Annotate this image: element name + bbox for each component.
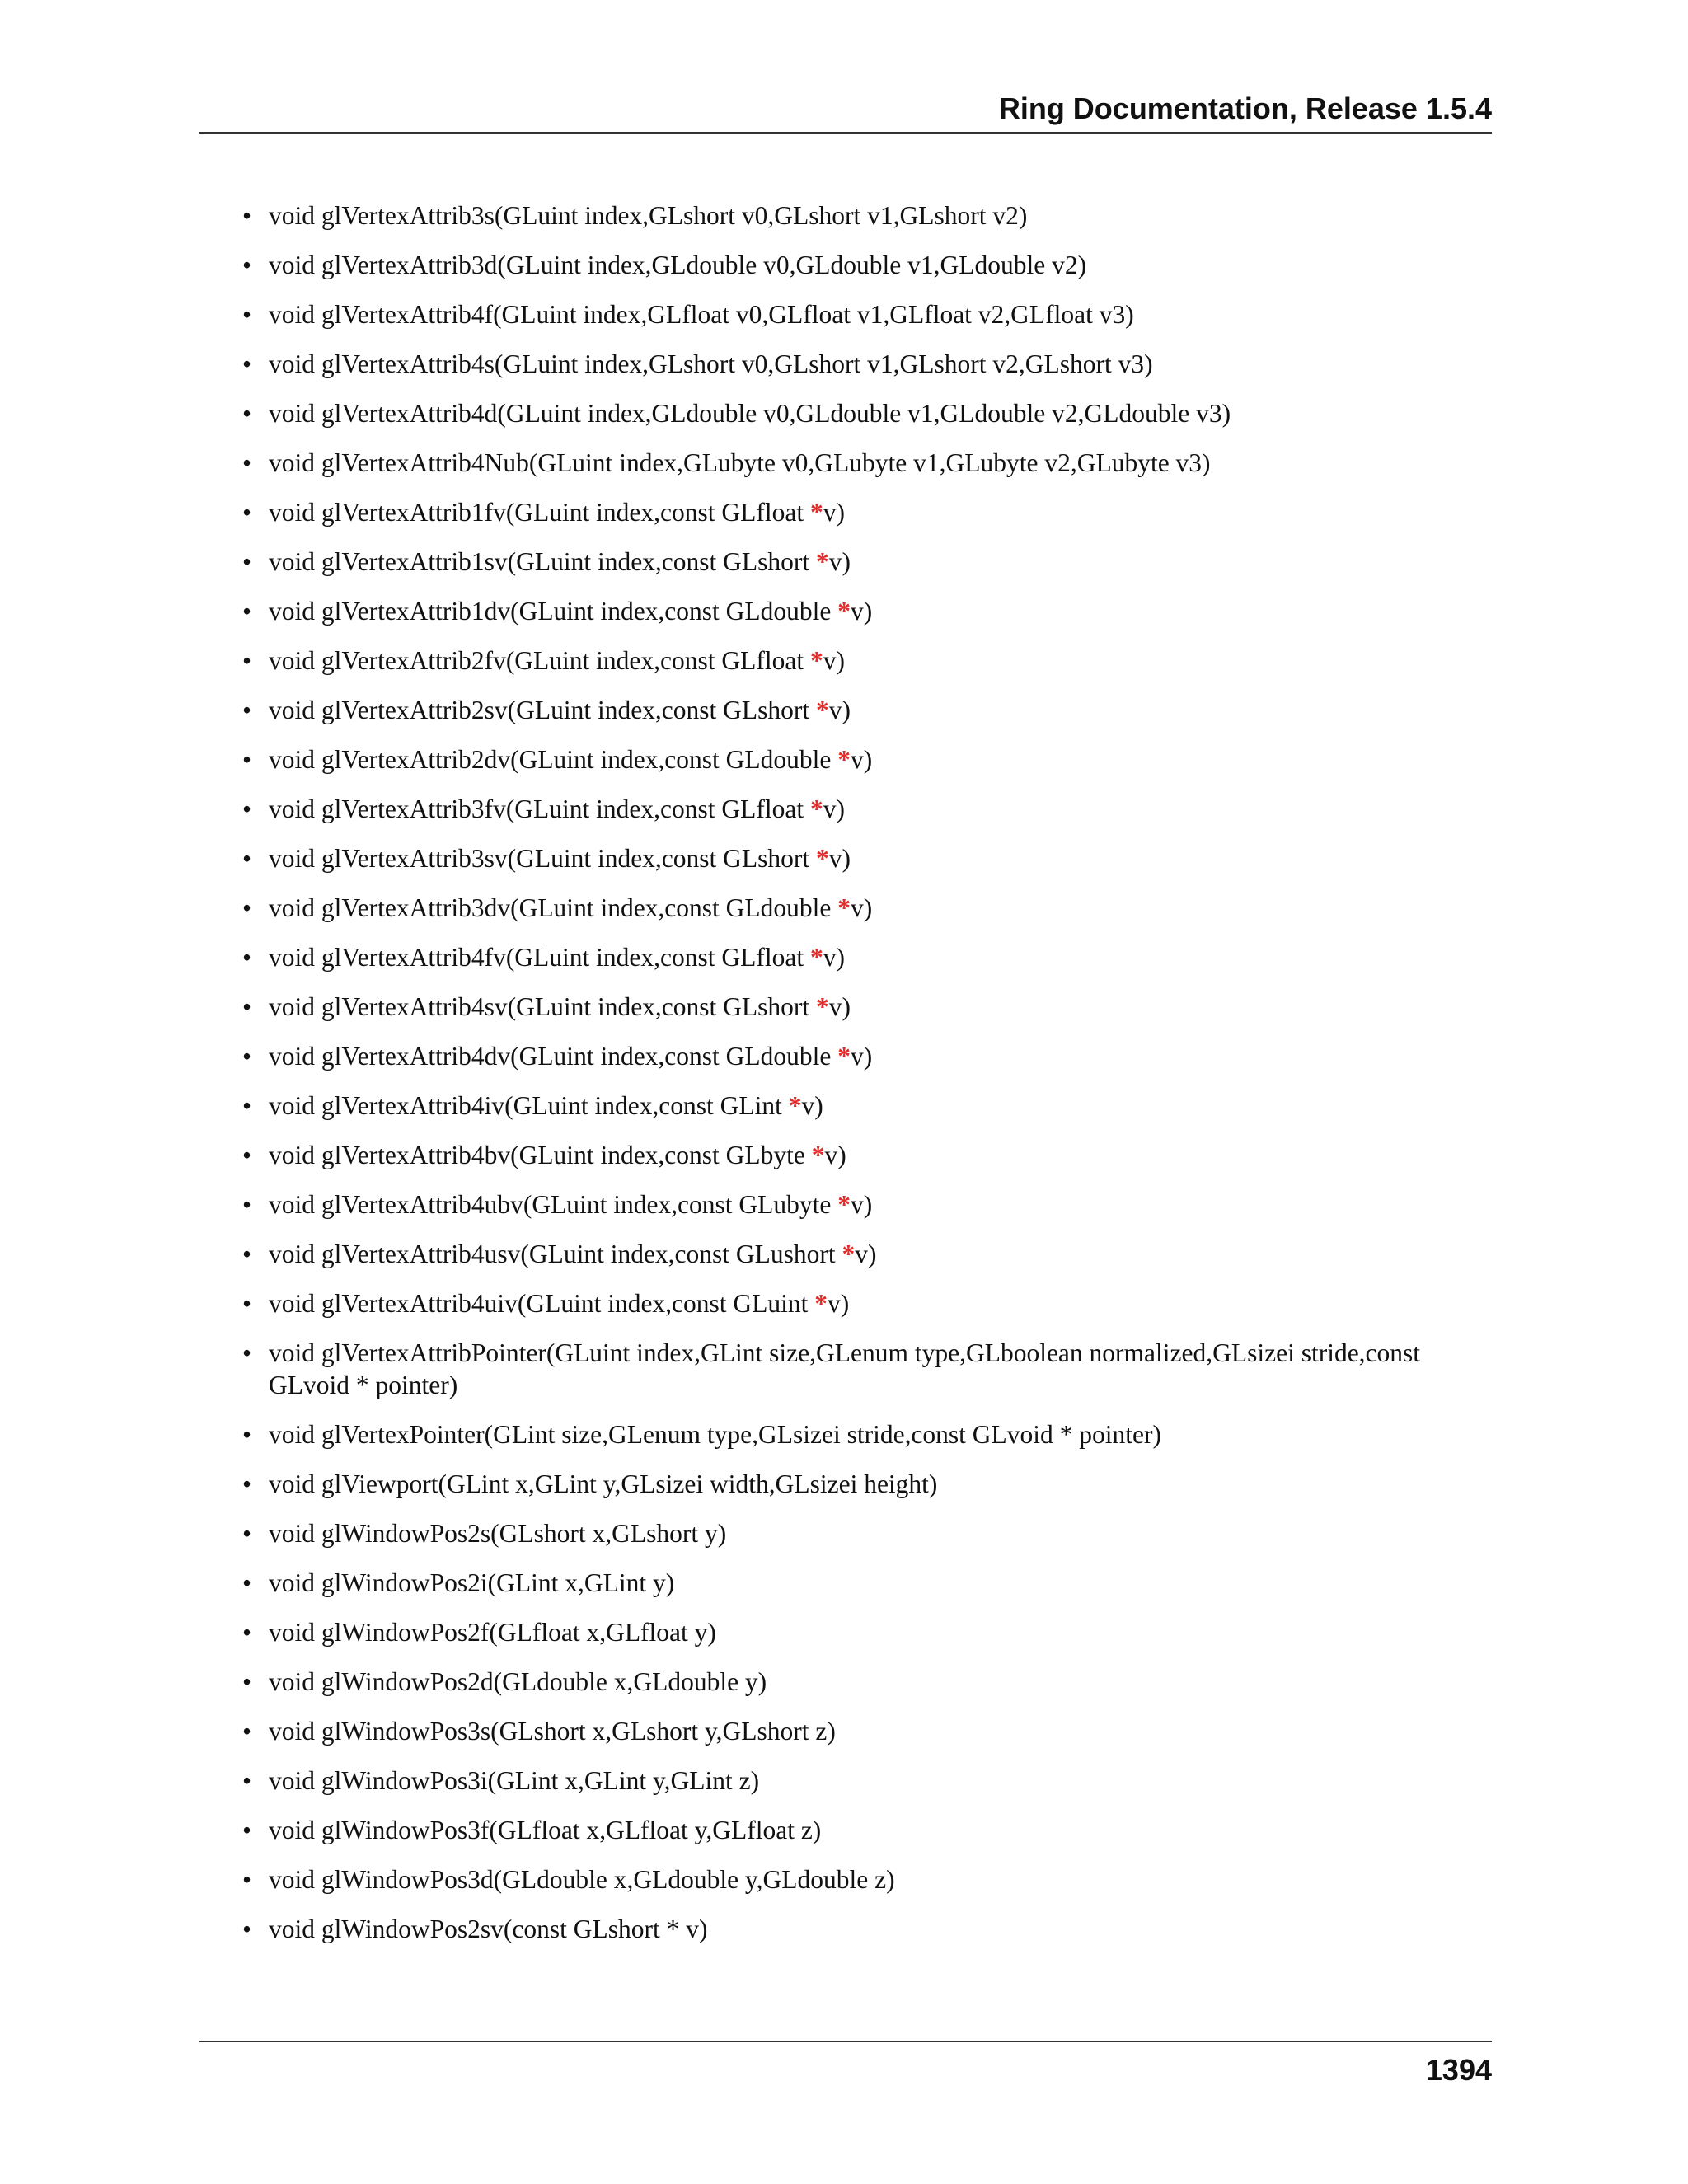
bullet-icon: • — [242, 349, 252, 378]
bullet-icon: • — [242, 1141, 252, 1169]
bullet-icon: • — [242, 646, 252, 675]
function-signature-start: void glVertexAttrib4bv(GLuint index,const GLbyte — [269, 1141, 812, 1169]
function-signature-end: v) — [801, 1091, 823, 1120]
list-item — [199, 1567, 1492, 1599]
list-item — [199, 892, 1492, 924]
list-item — [199, 1913, 1492, 1945]
bullet-icon: • — [242, 1618, 252, 1647]
list-item — [199, 991, 1492, 1023]
function-signature: void glWindowPos2s(GLshort x,GLshort y) — [269, 1519, 727, 1548]
bullet-icon: • — [242, 893, 252, 922]
pointer-asterisk: * — [837, 893, 851, 922]
function-signature: void glWindowPos3s(GLshort x,GLshort y,GLshort z) — [269, 1717, 836, 1746]
list-item — [199, 1238, 1492, 1270]
function-signature: void glVertexAttrib3s(GLuint index,GLshort v0,GLshort v1,GLshort v2) — [269, 201, 1028, 230]
bullet-icon: • — [242, 696, 252, 724]
bullet-icon: • — [242, 992, 252, 1021]
function-signature-start: void glVertexAttrib3fv(GLuint index,const GLfloat — [269, 794, 810, 823]
function-signature-start: void glVertexAttrib3dv(GLuint index,const GLdouble — [269, 893, 838, 922]
function-signature-start: void glVertexAttrib2sv(GLuint index,const GLshort — [269, 696, 817, 724]
bullet-icon: • — [242, 794, 252, 823]
function-signature-start: void glVertexAttrib1fv(GLuint index,const GLfloat — [269, 498, 810, 527]
function-signature-start: void glVertexAttrib2dv(GLuint index,const GLdouble — [269, 745, 838, 774]
function-signature: void glVertexAttrib4Nub(GLuint index,GLubyte v0,GLubyte v1,GLubyte v2,GLubyte v3) — [269, 448, 1211, 477]
list-item — [199, 941, 1492, 973]
pointer-asterisk: * — [816, 547, 829, 576]
list-item — [199, 1814, 1492, 1846]
page-header — [199, 89, 1492, 134]
function-signature-end: v) — [828, 844, 851, 873]
list-item — [199, 1040, 1492, 1072]
list-item — [199, 842, 1492, 874]
function-signature: void glWindowPos2sv(const GLshort * v) — [269, 1915, 708, 1943]
list-item — [199, 447, 1492, 479]
list-item — [199, 249, 1492, 281]
bullet-icon: • — [242, 1766, 252, 1795]
bullet-icon: • — [242, 1469, 252, 1498]
list-item — [199, 595, 1492, 627]
function-signature-end: v) — [823, 794, 845, 823]
function-signature-start: void glVertexAttrib4usv(GLuint index,const GLushort — [269, 1240, 842, 1268]
function-signature-end: v) — [851, 1042, 873, 1071]
function-list — [199, 199, 1492, 1962]
function-signature: void glVertexAttrib4s(GLuint index,GLshort v0,GLshort v1,GLshort v2,GLshort v3) — [269, 349, 1153, 378]
function-signature: void glVertexAttrib4d(GLuint index,GLdouble v0,GLdouble v1,GLdouble v2,GLdouble v3) — [269, 399, 1231, 428]
bullet-icon: • — [242, 498, 252, 527]
function-signature-end: v) — [828, 696, 851, 724]
function-signature-start: void glVertexAttrib1dv(GLuint index,const GLdouble — [269, 597, 838, 626]
list-item — [199, 1418, 1492, 1451]
function-signature: void glVertexAttribPointer(GLuint index,GLint size,GLenum type,GLboolean normalized,GLsizei stride,const GLvoid * pointer) — [269, 1338, 1421, 1399]
list-item — [199, 743, 1492, 776]
bullet-icon: • — [242, 547, 252, 576]
list-item — [199, 1337, 1492, 1401]
function-signature-start: void glVertexAttrib1sv(GLuint index,const GLshort — [269, 547, 817, 576]
list-item — [199, 1765, 1492, 1797]
function-signature-end: v) — [828, 1289, 850, 1318]
list-item — [199, 1517, 1492, 1549]
function-signature: void glWindowPos3f(GLfloat x,GLfloat y,GLfloat z) — [269, 1816, 822, 1844]
function-signature-end: v) — [823, 646, 845, 675]
page-number: 1394 — [1425, 2053, 1492, 2087]
function-signature-end: v) — [828, 992, 851, 1021]
pointer-asterisk: * — [816, 844, 829, 873]
bullet-icon: • — [242, 1915, 252, 1943]
page-footer — [199, 2041, 1492, 2092]
bullet-icon: • — [242, 597, 252, 626]
list-item — [199, 1616, 1492, 1648]
bullet-icon: • — [242, 1042, 252, 1071]
function-signature-start: void glVertexAttrib4uiv(GLuint index,const GLuint — [269, 1289, 815, 1318]
list-item — [199, 298, 1492, 330]
list-item — [199, 496, 1492, 528]
bullet-icon: • — [242, 1667, 252, 1696]
bullet-icon: • — [242, 1338, 252, 1367]
list-item — [199, 199, 1492, 232]
bullet-icon: • — [242, 1568, 252, 1597]
pointer-asterisk: * — [811, 1141, 825, 1169]
function-signature: void glWindowPos2f(GLfloat x,GLfloat y) — [269, 1618, 716, 1647]
pointer-asterisk: * — [842, 1240, 856, 1268]
bullet-icon: • — [242, 300, 252, 329]
function-signature: void glViewport(GLint x,GLint y,GLsizei width,GLsizei height) — [269, 1469, 938, 1498]
function-signature-end: v) — [828, 547, 851, 576]
pointer-asterisk: * — [837, 745, 851, 774]
function-signature-end: v) — [823, 943, 845, 972]
bullet-icon: • — [242, 1240, 252, 1268]
bullet-icon: • — [242, 1190, 252, 1219]
bullet-icon: • — [242, 1519, 252, 1548]
pointer-asterisk: * — [810, 943, 823, 972]
pointer-asterisk: * — [814, 1289, 828, 1318]
pointer-asterisk: * — [810, 646, 823, 675]
pointer-asterisk: * — [837, 1042, 851, 1071]
function-signature-end: v) — [851, 745, 873, 774]
function-signature-end: v) — [851, 597, 873, 626]
function-signature: void glWindowPos2i(GLint x,GLint y) — [269, 1568, 675, 1597]
list-item — [199, 644, 1492, 677]
bullet-icon: • — [242, 1865, 252, 1894]
list-item — [199, 793, 1492, 825]
pointer-asterisk: * — [810, 794, 823, 823]
function-signature-start: void glVertexAttrib4fv(GLuint index,const GLfloat — [269, 943, 810, 972]
list-item — [199, 1188, 1492, 1221]
bullet-icon: • — [242, 448, 252, 477]
pointer-asterisk: * — [816, 992, 829, 1021]
list-item — [199, 348, 1492, 380]
bullet-icon: • — [242, 201, 252, 230]
function-signature: void glVertexAttrib4f(GLuint index,GLfloat v0,GLfloat v1,GLfloat v2,GLfloat v3) — [269, 300, 1134, 329]
function-signature: void glWindowPos3d(GLdouble x,GLdouble y,GLdouble z) — [269, 1865, 895, 1894]
function-signature-end: v) — [823, 498, 845, 527]
function-signature-start: void glVertexAttrib4iv(GLuint index,const GLint — [269, 1091, 789, 1120]
pointer-asterisk: * — [810, 498, 823, 527]
function-signature-start: void glVertexAttrib3sv(GLuint index,const GLshort — [269, 844, 817, 873]
list-item — [199, 397, 1492, 429]
list-item — [199, 546, 1492, 578]
pointer-asterisk: * — [837, 597, 851, 626]
function-signature-end: v) — [851, 893, 873, 922]
bullet-icon: • — [242, 745, 252, 774]
pointer-asterisk: * — [788, 1091, 802, 1120]
list-item — [199, 1666, 1492, 1698]
function-signature-end: v) — [855, 1240, 877, 1268]
pointer-asterisk: * — [816, 696, 829, 724]
list-item — [199, 1287, 1492, 1319]
bullet-icon: • — [242, 943, 252, 972]
list-item — [199, 1468, 1492, 1500]
bullet-icon: • — [242, 1289, 252, 1318]
function-signature-end: v) — [851, 1190, 873, 1219]
list-item — [199, 1139, 1492, 1171]
list-item — [199, 1863, 1492, 1896]
pointer-asterisk: * — [837, 1190, 851, 1219]
list-item — [199, 694, 1492, 726]
function-signature-start: void glVertexAttrib2fv(GLuint index,const GLfloat — [269, 646, 810, 675]
bullet-icon: • — [242, 1420, 252, 1449]
function-signature: void glVertexAttrib3d(GLuint index,GLdouble v0,GLdouble v1,GLdouble v2) — [269, 251, 1087, 279]
bullet-icon: • — [242, 1091, 252, 1120]
bullet-icon: • — [242, 251, 252, 279]
function-signature: void glWindowPos2d(GLdouble x,GLdouble y) — [269, 1667, 767, 1696]
bullet-icon: • — [242, 1717, 252, 1746]
function-signature: void glWindowPos3i(GLint x,GLint y,GLint z) — [269, 1766, 760, 1795]
function-signature-end: v) — [824, 1141, 846, 1169]
bullet-icon: • — [242, 1816, 252, 1844]
function-signature-start: void glVertexAttrib4dv(GLuint index,const GLdouble — [269, 1042, 838, 1071]
document-title: Ring Documentation, Release 1.5.4 — [998, 91, 1492, 125]
function-signature: void glVertexPointer(GLint size,GLenum type,GLsizei stride,const GLvoid * pointer) — [269, 1420, 1162, 1449]
function-signature-start: void glVertexAttrib4sv(GLuint index,const GLshort — [269, 992, 817, 1021]
list-item — [199, 1715, 1492, 1747]
list-item — [199, 1090, 1492, 1122]
function-signature-start: void glVertexAttrib4ubv(GLuint index,const GLubyte — [269, 1190, 838, 1219]
bullet-icon: • — [242, 399, 252, 428]
bullet-icon: • — [242, 844, 252, 873]
